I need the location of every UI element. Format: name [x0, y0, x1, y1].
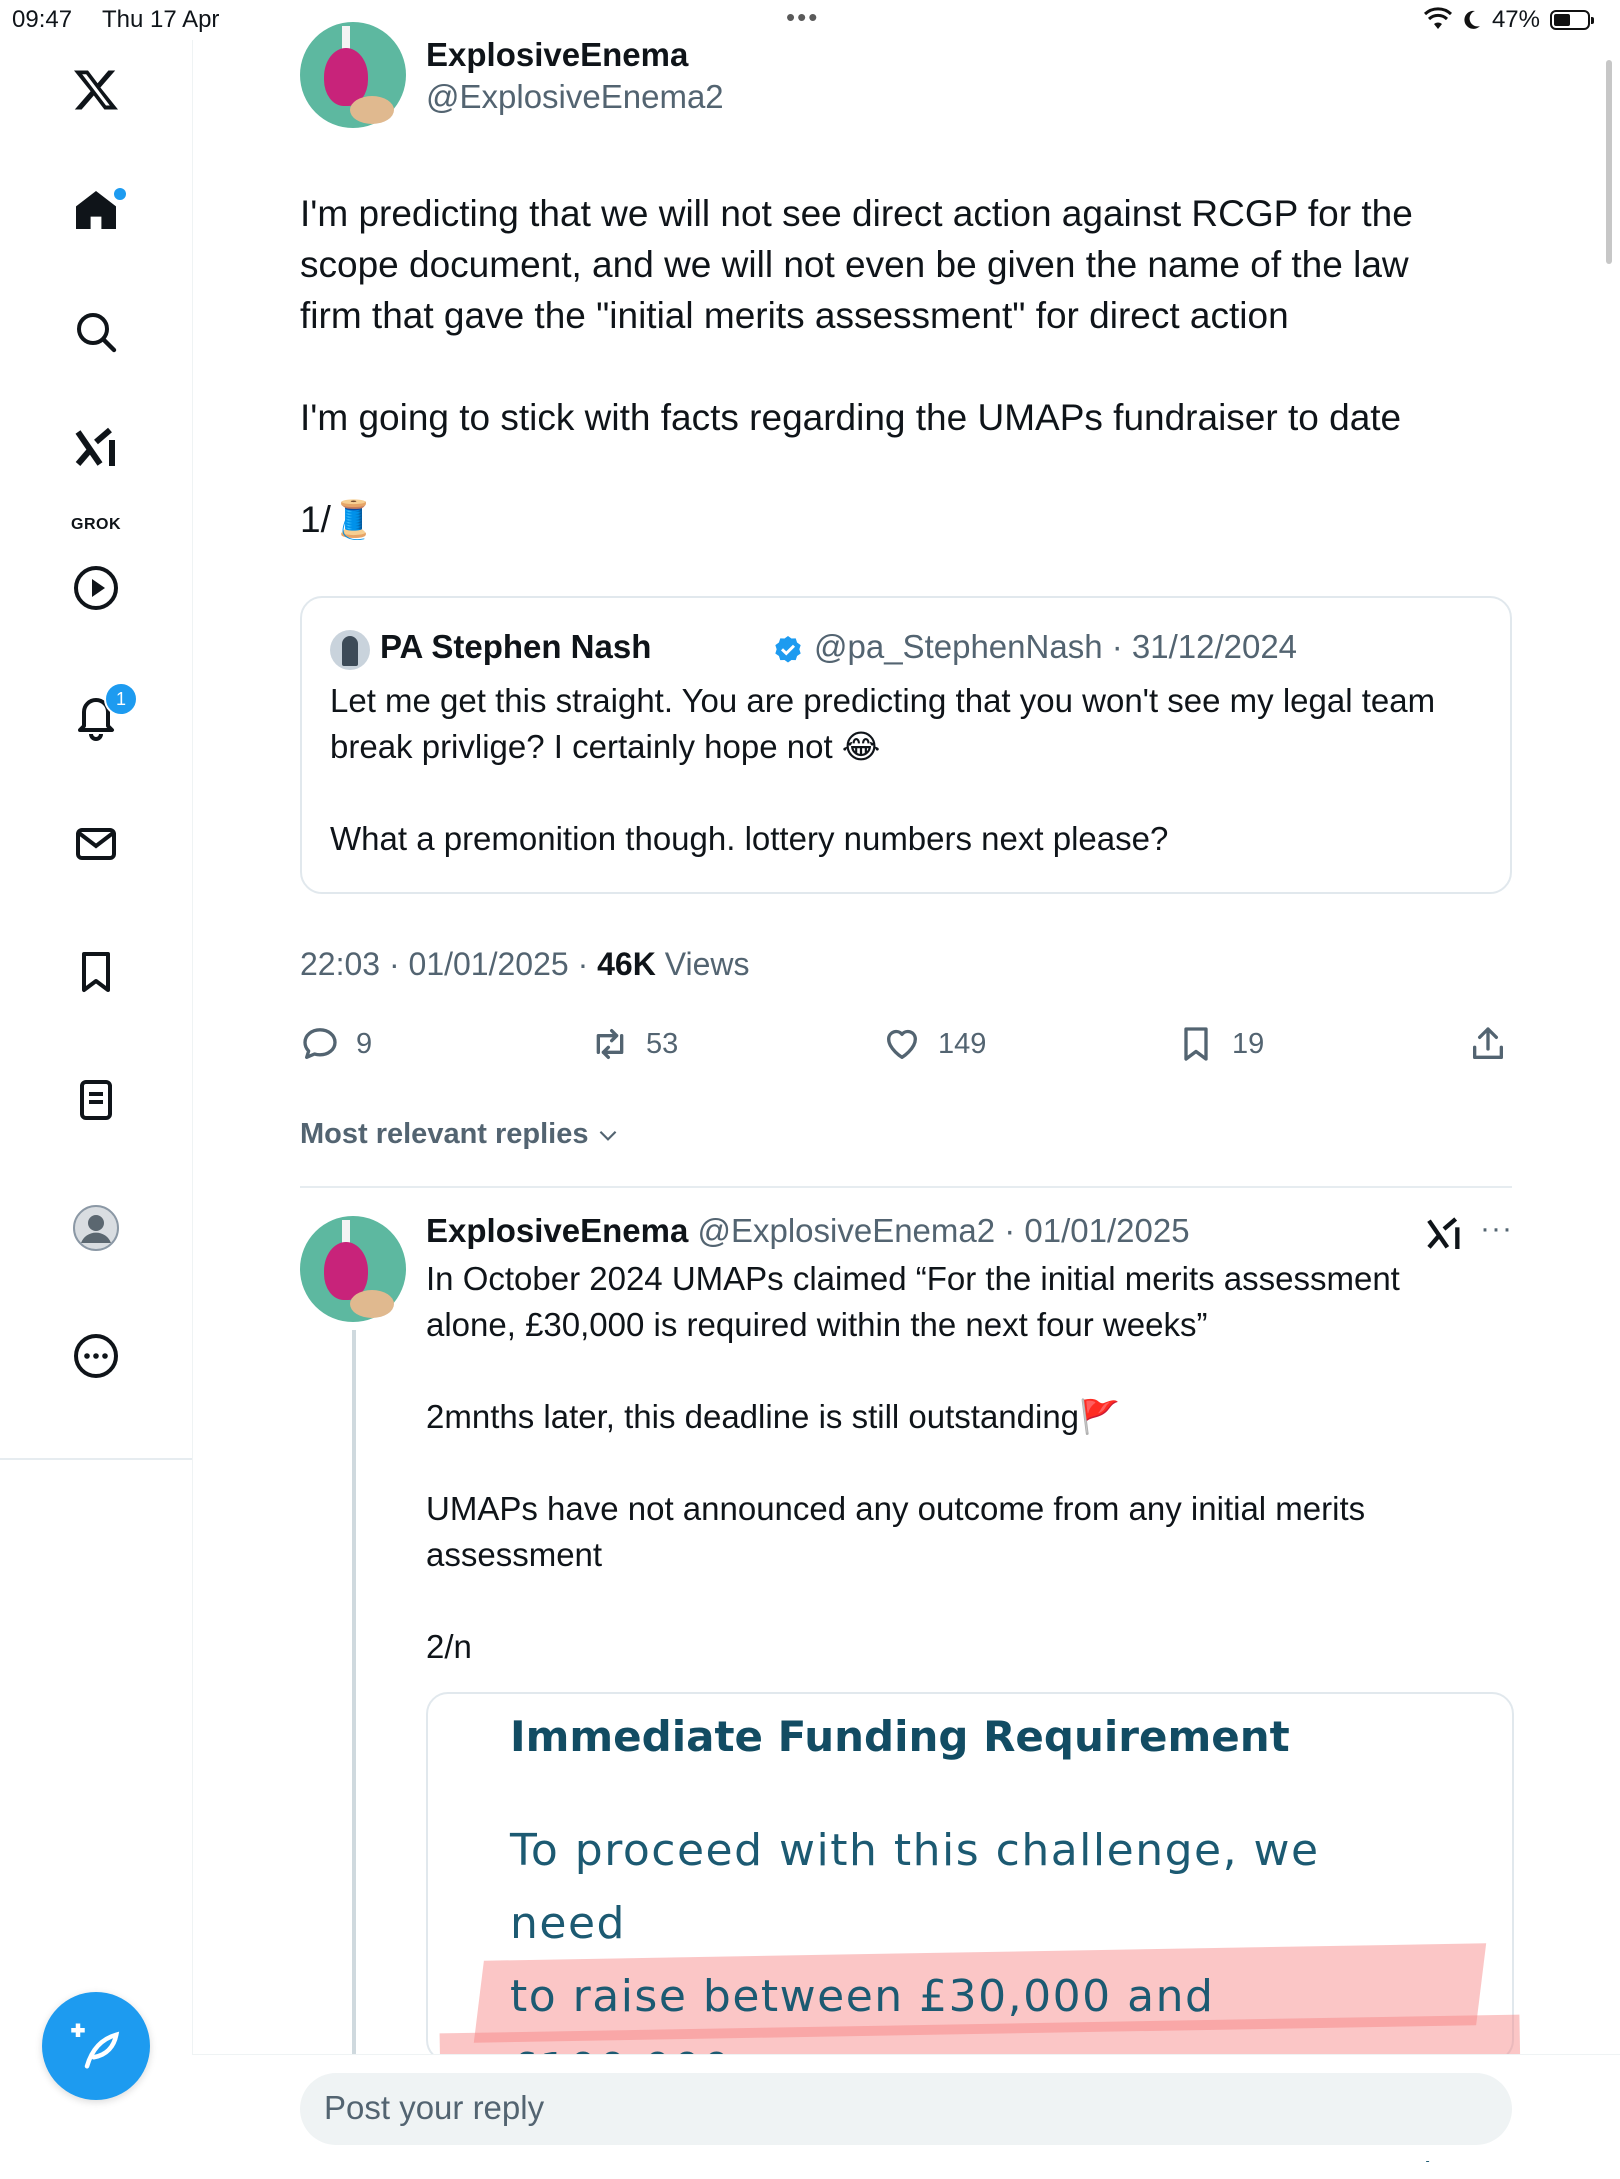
sidebar-divider: [0, 1458, 192, 1460]
reply-author-name[interactable]: ExplosiveEnema: [426, 1212, 689, 1249]
search-icon[interactable]: [66, 302, 126, 362]
author-name[interactable]: ExplosiveEnema: [426, 36, 689, 73]
battery-percent: 47%: [1491, 6, 1540, 33]
like-count: 149: [938, 1027, 987, 1060]
reply-text: In October 2024 UMAPs claimed “For the initial merits assessment alone, £30,000 is required within the next four weeks” 2mnths later, this deadline is still outstanding🚩 UMAPs have not announced any outcome from any initial merits assessment 2/n: [426, 1260, 1400, 1665]
reply-author-handle-date[interactable]: @ExplosiveEnema2 · 01/01/2025: [688, 1212, 1190, 1249]
reply-input-placeholder: Post your reply: [324, 2089, 545, 2126]
grok-label: GROK: [71, 516, 121, 533]
more-options-icon[interactable]: [66, 1326, 126, 1386]
compose-feather-icon: [69, 2019, 123, 2073]
bookmark-icon: [1176, 1024, 1216, 1064]
quote-author-avatar[interactable]: [330, 630, 370, 670]
notifications-bell-icon[interactable]: [66, 686, 126, 746]
reply-author-avatar[interactable]: [300, 1216, 406, 1322]
reply-count: 9: [356, 1027, 373, 1060]
status-time: 09:47: [12, 6, 73, 33]
replies-sort-dropdown[interactable]: [300, 1118, 621, 1151]
repost-button[interactable]: [590, 1020, 678, 1068]
reply-bubble-icon: [300, 1024, 340, 1064]
author-avatar[interactable]: [300, 22, 406, 128]
home-icon[interactable]: [66, 180, 126, 240]
grok-icon[interactable]: [66, 418, 126, 478]
x-logo-icon[interactable]: [66, 60, 126, 120]
compose-post-button[interactable]: [42, 1992, 150, 2100]
verified-badge-icon: [772, 634, 804, 666]
views-label: Views: [655, 946, 750, 982]
reply-header: [426, 1212, 1190, 1250]
quote-text: Let me get this straight. You are predicting that you won't see my legal team break privlige? I certainly hope not 😂 What a premonition though. lottery numbers next please?: [330, 682, 1436, 857]
chevron-down-icon: [595, 1122, 621, 1148]
bookmark-button[interactable]: [1176, 1020, 1264, 1068]
lists-icon[interactable]: [66, 1070, 126, 1130]
sidebar: [0, 40, 193, 2160]
quoted-tweet[interactable]: [300, 596, 1512, 894]
grok-explain-icon[interactable]: [1424, 1214, 1464, 1254]
status-date: Thu 17 Apr: [102, 6, 220, 33]
repost-icon: [590, 1024, 630, 1064]
reply-more-options-icon[interactable]: ···: [1480, 1212, 1513, 1245]
reply-button[interactable]: [300, 1020, 372, 1068]
notifications-badge: 1: [104, 682, 138, 716]
media-body-text: To proceed with this challenge, we need to raise between £30,000 and: [510, 1825, 1320, 2022]
multitasking-dots-icon[interactable]: •••: [786, 2, 820, 32]
like-button[interactable]: [882, 1020, 986, 1068]
tweet-text: I'm predicting that we will not see direct action against RCGP for the scope document, and we will not even be given the name of the law firm that gave the "initial merits assessment" for direct action I'm going to stick with facts regarding the UMAPs fundraiser to date 1/🧵: [300, 193, 1413, 540]
messages-envelope-icon[interactable]: [66, 814, 126, 874]
share-button[interactable]: [1468, 1020, 1508, 1068]
media-heading: Immediate Funding Requirement: [510, 1712, 1290, 1761]
share-upload-icon: [1468, 1024, 1508, 1064]
replies-divider: [300, 1186, 1512, 1188]
bookmarks-icon[interactable]: [66, 942, 126, 1002]
replies-sort-label: Most relevant replies: [300, 1118, 589, 1150]
home-new-dot: [114, 188, 126, 200]
tweet-detail: [192, 0, 1612, 2160]
quote-author-name[interactable]: PA Stephen Nash: [380, 628, 652, 665]
video-play-icon[interactable]: [66, 558, 126, 618]
repost-count: 53: [646, 1027, 679, 1060]
reply-composer-bar: [192, 2054, 1620, 2161]
quote-author-handle-date[interactable]: @pa_StephenNash · 31/12/2024: [814, 628, 1298, 665]
tweet-meta: [300, 946, 749, 983]
views-count: 46K: [597, 946, 656, 982]
tweet-timestamp[interactable]: 22:03 · 01/01/2025 ·: [300, 946, 598, 982]
reply-input[interactable]: [300, 2073, 1512, 2145]
heart-icon: [882, 1024, 922, 1064]
thread-connector-line: [352, 1330, 356, 2058]
scrollbar[interactable]: [1606, 60, 1612, 264]
reply-media-image[interactable]: [426, 1692, 1514, 2062]
bookmark-count: 19: [1232, 1027, 1265, 1060]
author-handle[interactable]: @ExplosiveEnema2: [426, 78, 724, 115]
profile-avatar-icon[interactable]: [66, 1198, 126, 1258]
